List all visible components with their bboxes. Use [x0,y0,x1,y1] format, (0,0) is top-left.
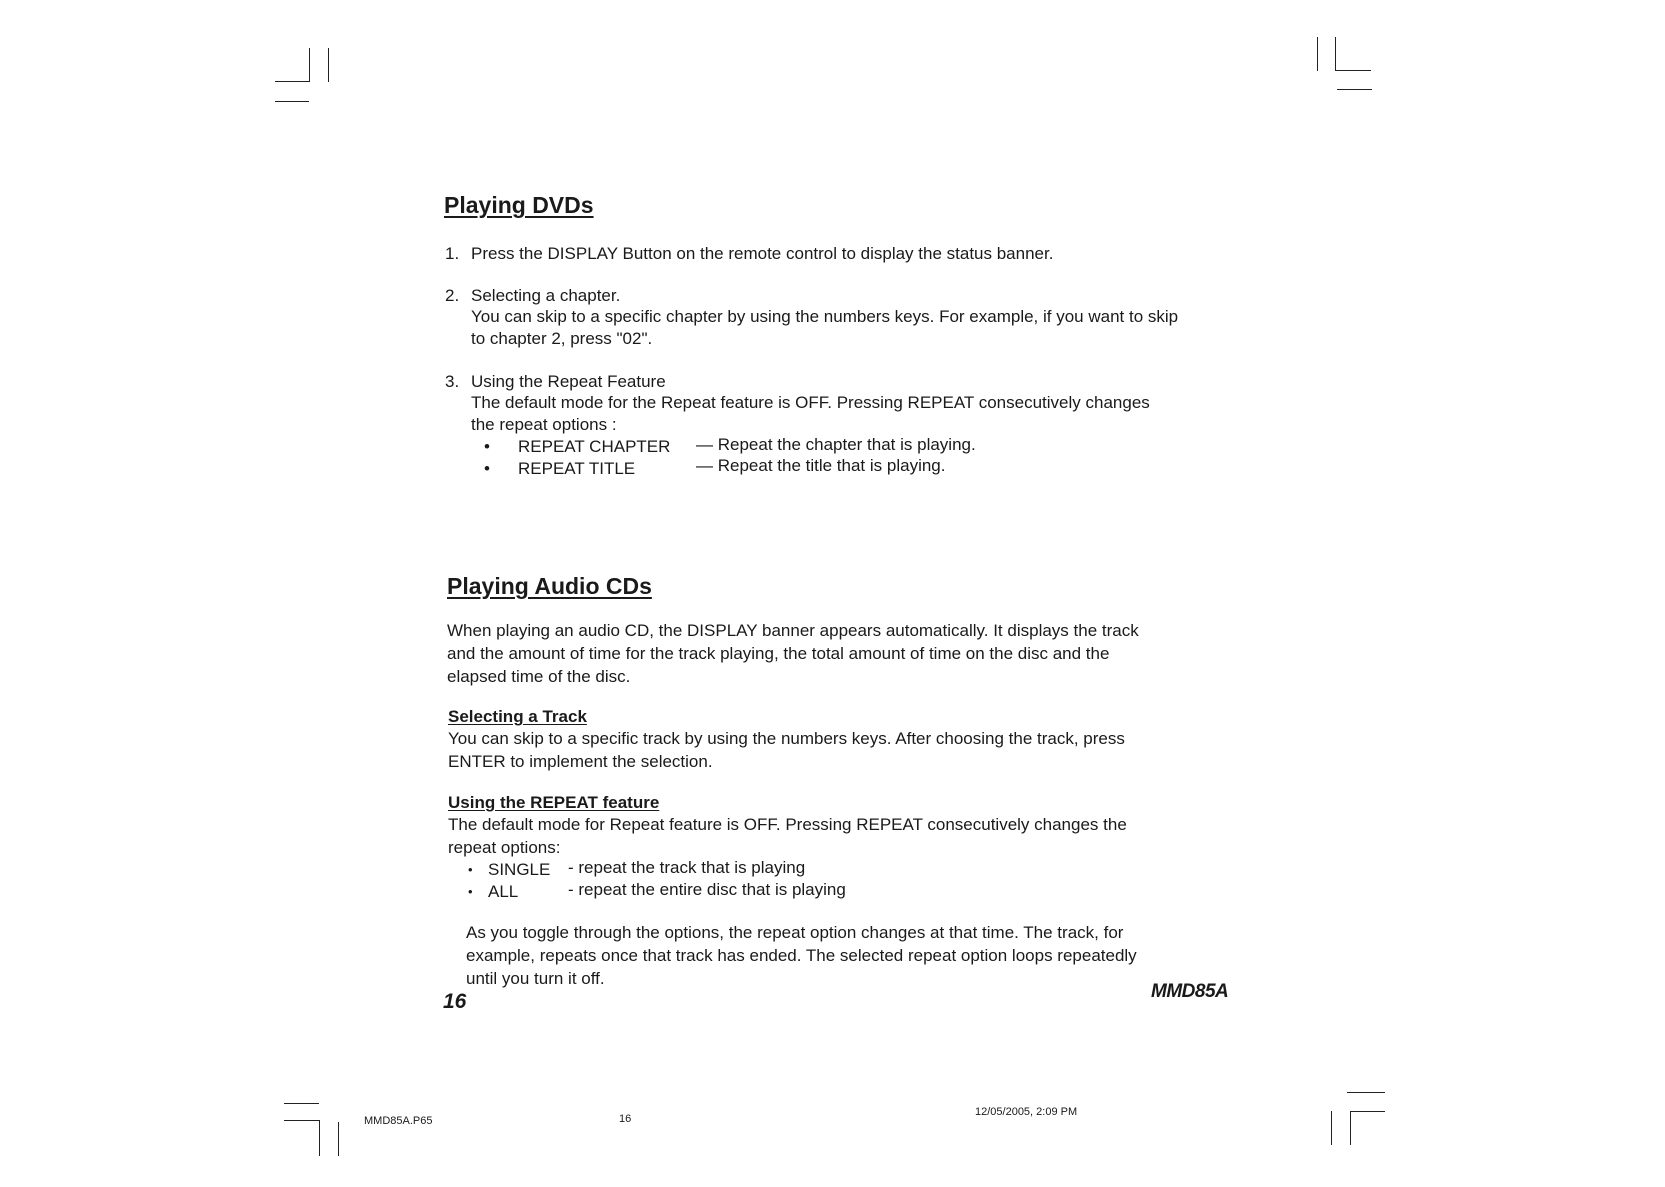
list-number: 2. [445,286,460,305]
option-desc: — Repeat the title that is playing. [696,456,946,475]
list-text: the repeat options : [471,415,617,434]
list-number: 1. [445,244,460,263]
paragraph-line: repeat options: [448,838,561,857]
list-text: Selecting a chapter. [471,286,621,305]
bullet: • [484,459,490,478]
list-text: Using the Repeat Feature [471,372,666,391]
footer-datetime: 12/05/2005, 2:09 PM [975,1106,1078,1118]
bullet: • [484,437,490,456]
option-name: REPEAT CHAPTER [518,437,671,456]
bullet: • [468,862,473,877]
paragraph-line: The default mode for Repeat feature is OFF. Pressing REPEAT consecutively changes the [448,815,1127,834]
option-desc: - repeat the entire disc that is playing [568,880,846,899]
footer-filename: MMD85A.P65 [364,1115,433,1127]
option-desc: - repeat the track that is playing [568,858,806,877]
paragraph-line: example, repeats once that track has ended. The selected repeat option loops repeatedly [466,946,1137,965]
list-text: Press the DISPLAY Button on the remote control to display the status banner. [471,244,1054,263]
option-name: SINGLE [488,860,551,879]
option-desc: — Repeat the chapter that is playing. [696,435,976,454]
list-text: The default mode for the Repeat feature is OFF. Pressing REPEAT consecutively changes [471,393,1150,412]
dvd-section-heading: Playing DVDs [444,192,594,218]
paragraph-line: until you turn it off. [466,969,605,988]
paragraph-line: As you toggle through the options, the repeat option changes at that time. The track, for [466,923,1124,942]
list-text: You can skip to a specific chapter by using the numbers keys. For example, if you want to skip [471,307,1179,326]
list-text: to chapter 2, press "02". [471,329,653,348]
footer-page: 16 [619,1113,632,1125]
paragraph-line: When playing an audio CD, the DISPLAY banner appears automatically. It displays the track [447,621,1139,640]
option-name: REPEAT TITLE [518,459,636,478]
page-number: 16 [443,990,467,1013]
paragraph-line: and the amount of time for the track playing, the total amount of time on the disc and the [447,644,1110,663]
cd-section-heading: Playing Audio CDs [447,573,652,599]
track-subheading: Selecting a Track [448,707,587,726]
paragraph-line: ENTER to implement the selection. [448,752,713,771]
list-number: 3. [445,372,460,391]
option-name: ALL [488,882,519,901]
model-label: MMD85A [1151,981,1229,1002]
bullet: • [468,884,473,899]
paragraph-line: You can skip to a specific track by using the numbers keys. After choosing the track, press [448,729,1125,748]
paragraph-line: elapsed time of the disc. [447,667,631,686]
repeat-subheading: Using the REPEAT feature [448,793,660,812]
